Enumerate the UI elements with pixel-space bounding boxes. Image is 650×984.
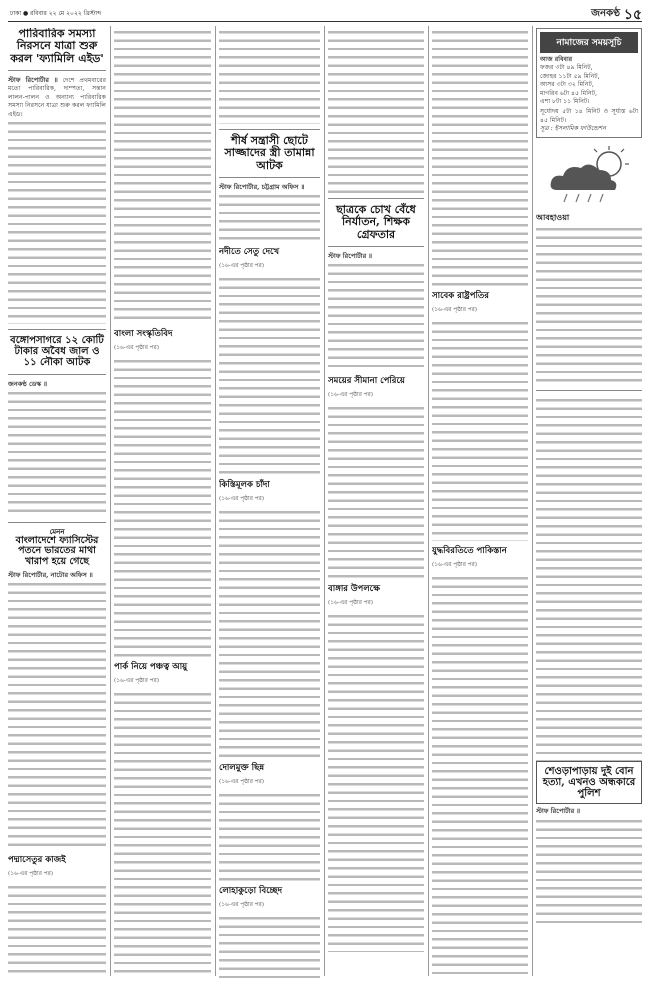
continuation-note: (১৬-এর পৃষ্ঠার পর)	[219, 902, 265, 909]
article-body	[432, 319, 528, 541]
weather-cloud-icon	[539, 142, 639, 206]
column-1	[8, 28, 106, 978]
prayer-line: জোহর ১১টা ৫৯ মিনিট,	[540, 72, 600, 80]
article-body	[8, 389, 106, 517]
continuation-note: (১৬-এর পৃষ্ঠার পর)	[219, 779, 265, 786]
weather-title: আবহাওয়া	[536, 211, 570, 222]
subheading: পদ্মাসেতুর কাজই	[8, 855, 66, 866]
byline: স্টাফ রিপোর্টার ॥	[8, 75, 58, 84]
subheading: দোলমুক্ত ছিন্ন	[219, 763, 265, 774]
article-body	[114, 690, 211, 978]
byline: জনকণ্ঠ ডেস্ক ॥	[8, 379, 48, 388]
subheading: পার্ক নিয়ে পঞ্চত্ব আয়ু	[114, 662, 188, 672]
continuation-note: (১৬-এর পৃষ্ঠার পর)	[114, 345, 160, 351]
article-body	[114, 28, 211, 324]
article-body	[219, 791, 320, 881]
article-body	[328, 261, 424, 371]
headline: পারিবারিক সমস্যা নিরসনে যাত্রা শুরু করল 'ফ্যামিলি এইড'	[10, 28, 104, 65]
headline: ছাত্রকে চোখ বেঁধে নির্যাতন, শিক্ষক গ্রেফতার	[336, 203, 416, 241]
subheading: লোহাকুড়ো বিচ্ছেদ	[219, 886, 283, 897]
article-body	[328, 28, 424, 193]
subheading: বাংলা সংস্কৃতিবিদ	[114, 329, 173, 339]
headline: শীর্ষ সন্ত্রাসী ছোটে সাজ্জাদের স্ত্রী তামান্না আটক	[224, 134, 315, 172]
continuation-note: (১৬-এর পৃষ্ঠার পর)	[219, 263, 265, 270]
prayer-line: ফজর ৩টা ৪৯ মিনিট,	[540, 64, 593, 72]
continuation-note: (১৬-এর পৃষ্ঠার পর)	[219, 496, 265, 503]
article-body	[219, 914, 320, 978]
article-body	[219, 192, 320, 242]
column-5	[432, 28, 528, 978]
sun-times: সূর্যোদয় ৫টা ১৪ মিনিট ও সূর্যাস্ত ৬টা ৪৫ মিনিট।	[540, 108, 638, 124]
prayer-line: আসর ৩টা ৩২ মিনিট,	[540, 81, 594, 89]
byline: স্টাফ রিপোর্টার, নাটোর অফিস ॥	[8, 570, 93, 579]
prayer-line: মাগরিব ৬টা ৪৫ মিনিট,	[540, 89, 598, 97]
subheading: নদীতে সেতু দেখে	[219, 247, 280, 258]
issue-date: ঢাকা ● রবিবার ২২ মে ২০২২ খ্রিস্টাব্দ	[10, 10, 102, 17]
prayer-line: এশা ৮টা ১১ মিনিট।	[540, 98, 590, 106]
headline: বঙ্গোপসাগরে ১২ কোটি টাকার অবৈধ জাল ও ১১ নৌকা আটক	[10, 334, 104, 369]
column-rule	[110, 26, 111, 976]
kicker: মেনন	[49, 526, 65, 536]
article-body	[219, 275, 320, 475]
byline: স্টাফ রিপোর্টার ॥	[536, 807, 581, 816]
article-tamanna-arrest	[219, 135, 320, 242]
continuation-note: (১৬-এর পৃষ্ঠার পর)	[328, 392, 374, 399]
page-number: ১৫	[623, 7, 642, 23]
lead-text: দেশে প্রথমবারের মতো পারিবারিক, দাম্পত্য, সন্তান লালন-পালন ও অন্যান্য পারিবারিক সমস্যা নিরসনে যাত্রা শুরু করল ফ্যামিলি এইড।	[8, 76, 106, 118]
article-body	[432, 574, 528, 978]
article-menon	[8, 528, 106, 850]
article-body	[114, 357, 211, 657]
column-3	[219, 28, 320, 978]
newspaper-name: জনকণ্ঠ	[591, 8, 620, 19]
column-6	[536, 28, 642, 978]
article-body	[8, 580, 106, 850]
article-illegal-nets	[8, 335, 106, 517]
page-header	[8, 6, 642, 22]
prayer-times-title: নামাজের সময়সূচি	[540, 32, 638, 53]
byline: স্টাফ রিপোর্টার ॥	[328, 251, 373, 260]
prayer-source: সূত্র : ইসলামিক ফাউন্ডেশন	[540, 125, 606, 133]
article-body	[8, 883, 106, 973]
column-rule	[428, 26, 429, 976]
headline: বাংলাদেশে ফ্যাসিস্টের পতনে ভারতের মাথা খারাপ হয়ে গেছে	[15, 534, 99, 568]
subheading: বাঙ্গার উপলক্ষে	[328, 584, 380, 595]
article-sisters-murder	[536, 761, 642, 805]
continuation-note: (১৬-এর পৃষ্ঠার পর)	[114, 678, 160, 684]
continuation-note: (১৬-এর পৃষ্ঠার পর)	[8, 871, 54, 878]
article-body	[219, 508, 320, 758]
subheading: যুদ্ধবিরতিতে পাকিস্তান	[432, 546, 507, 556]
article-body	[432, 28, 528, 286]
byline: স্টাফ রিপোর্টার, চট্টগ্রাম অফিস ॥	[219, 182, 305, 191]
article-family-aid	[8, 28, 106, 324]
headline: শেওড়াপাড়ায় দুই বোন হত্যা, এখনও অন্ধকারে পুলিশ	[542, 765, 636, 800]
article-student-torture	[328, 204, 424, 371]
article-body	[536, 817, 642, 927]
continuation-note: (১৬-এর পৃষ্ঠার পর)	[432, 562, 478, 568]
continuation-note: (১৬-এর পৃষ্ঠার পর)	[328, 600, 374, 607]
article-body	[536, 396, 642, 761]
subheading: সময়ের সীমানা পেরিয়ে	[328, 376, 405, 387]
column-rule	[532, 26, 533, 976]
article-body	[328, 404, 424, 579]
column-2	[114, 28, 211, 978]
column-rule	[215, 26, 216, 976]
column-rule	[324, 26, 325, 976]
article-body	[8, 119, 106, 324]
prayer-day: আজ রবিবার	[540, 56, 573, 63]
article-body	[328, 612, 424, 952]
continuation-note: (১৬-এর পৃষ্ঠার পর)	[432, 307, 478, 313]
weather-body	[536, 225, 642, 385]
subheading: কিস্তিমূলক চাঁদা	[219, 480, 270, 491]
article-body	[219, 28, 320, 124]
column-4	[328, 28, 424, 978]
subheading: সাবেক রাষ্ট্রপতির	[432, 291, 489, 301]
prayer-times-box	[536, 28, 642, 138]
